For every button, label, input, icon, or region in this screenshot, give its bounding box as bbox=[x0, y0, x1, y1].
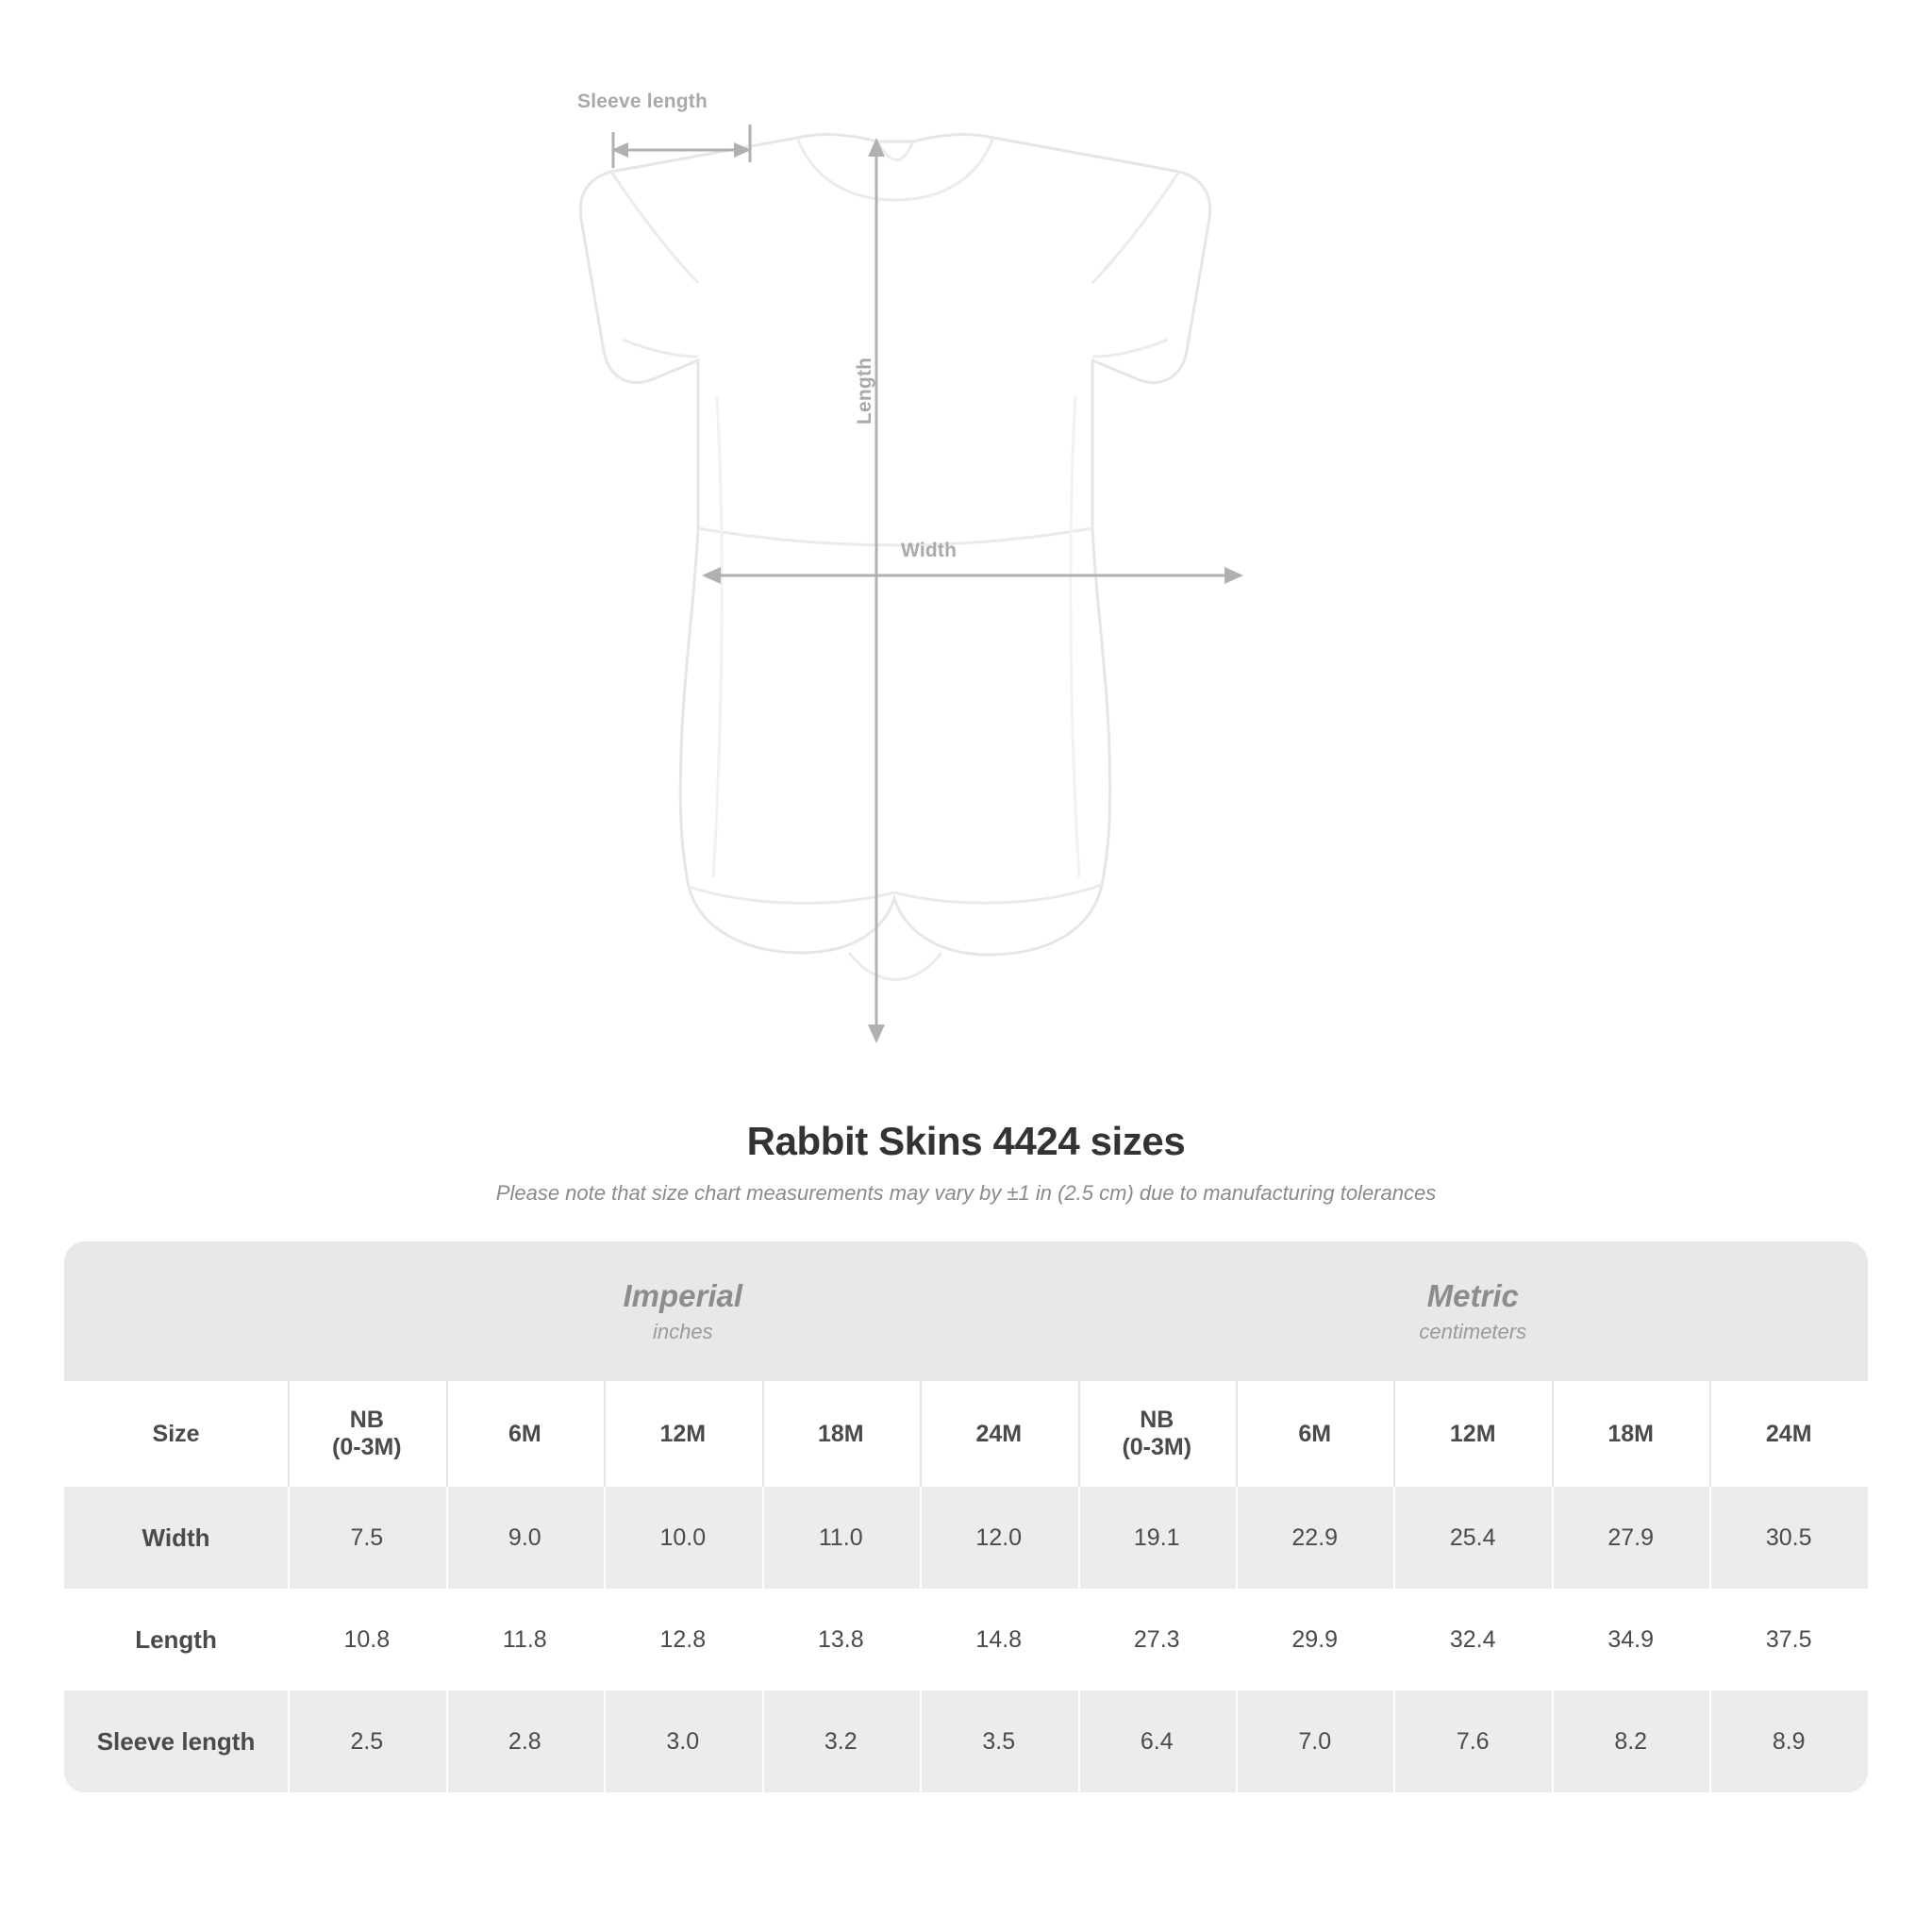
label-length: Length bbox=[854, 357, 875, 425]
header-col-5 bbox=[1078, 1381, 1236, 1487]
header-col-7-main: 12M bbox=[1449, 1420, 1496, 1447]
measurement-note: Please note that size chart measurements may vary by ±1 in (2.5 cm) due to manufacturing tolerances bbox=[495, 1181, 1437, 1205]
size-chart-table bbox=[64, 1241, 1868, 1792]
cell-sleeve-1: 2.8 bbox=[446, 1690, 604, 1792]
cell-length-0: 10.8 bbox=[288, 1589, 445, 1690]
cell-width-7: 25.4 bbox=[1393, 1487, 1551, 1589]
header-col-8-main: 18M bbox=[1607, 1420, 1655, 1447]
cell-sleeve-5: 6.4 bbox=[1078, 1690, 1236, 1792]
cell-sleeve-7: 7.6 bbox=[1393, 1690, 1551, 1792]
header-col-0 bbox=[288, 1381, 445, 1487]
cell-sleeve-6: 7.0 bbox=[1236, 1690, 1393, 1792]
cell-width-8: 27.9 bbox=[1552, 1487, 1709, 1589]
table-row bbox=[64, 1589, 1868, 1690]
header-col-0-sub: (0-3M) bbox=[332, 1434, 402, 1460]
cell-width-1: 9.0 bbox=[446, 1487, 604, 1589]
cell-length-1: 11.8 bbox=[446, 1589, 604, 1690]
header-col-5-sub: (0-3M) bbox=[1122, 1434, 1192, 1460]
header-col-3-main: 18M bbox=[817, 1420, 864, 1447]
header-col-0-main: NB bbox=[349, 1407, 384, 1433]
unit-imperial-title: Imperial bbox=[623, 1278, 743, 1314]
page-title: Rabbit Skins 4424 sizes bbox=[746, 1119, 1186, 1163]
cell-width-5: 19.1 bbox=[1078, 1487, 1236, 1589]
header-col-4 bbox=[920, 1381, 1077, 1487]
header-col-5-main: NB bbox=[1140, 1407, 1174, 1433]
cell-width-2: 10.0 bbox=[604, 1487, 761, 1589]
header-col-8 bbox=[1552, 1381, 1709, 1487]
cell-sleeve-2: 3.0 bbox=[604, 1690, 761, 1792]
cell-length-9: 37.5 bbox=[1709, 1589, 1868, 1690]
header-size: Size bbox=[64, 1381, 288, 1487]
cell-width-4: 12.0 bbox=[920, 1487, 1077, 1589]
cell-length-4: 14.8 bbox=[920, 1589, 1077, 1690]
unit-corner-cell bbox=[64, 1241, 288, 1381]
header-col-3 bbox=[762, 1381, 920, 1487]
cell-width-9: 30.5 bbox=[1709, 1487, 1868, 1589]
cell-length-5: 27.3 bbox=[1078, 1589, 1236, 1690]
label-sleeve-length: Sleeve length bbox=[577, 91, 708, 112]
column-header-row bbox=[64, 1381, 1868, 1487]
cell-length-2: 12.8 bbox=[604, 1589, 761, 1690]
cell-length-6: 29.9 bbox=[1236, 1589, 1393, 1690]
cell-width-0: 7.5 bbox=[288, 1487, 445, 1589]
table-row bbox=[64, 1690, 1868, 1792]
unit-imperial-sub: inches bbox=[652, 1319, 713, 1343]
row-label-length: Length bbox=[64, 1589, 288, 1690]
size-table-wrapper bbox=[64, 1241, 1868, 1792]
cell-width-3: 11.0 bbox=[762, 1487, 920, 1589]
header-col-4-main: 24M bbox=[975, 1420, 1023, 1447]
unit-header-row bbox=[64, 1241, 1868, 1381]
row-label-width: Width bbox=[64, 1487, 288, 1589]
header-col-9 bbox=[1709, 1381, 1868, 1487]
header-col-1-main: 6M bbox=[508, 1420, 541, 1447]
cell-sleeve-4: 3.5 bbox=[920, 1690, 1077, 1792]
header-col-7 bbox=[1393, 1381, 1551, 1487]
label-width: Width bbox=[901, 540, 958, 561]
cell-length-3: 13.8 bbox=[762, 1589, 920, 1690]
title-block bbox=[0, 1119, 1932, 1206]
header-col-6 bbox=[1236, 1381, 1393, 1487]
cell-width-6: 22.9 bbox=[1236, 1487, 1393, 1589]
header-col-2-main: 12M bbox=[659, 1420, 707, 1447]
cell-length-7: 32.4 bbox=[1393, 1589, 1551, 1690]
cell-sleeve-8: 8.2 bbox=[1552, 1690, 1709, 1792]
header-col-6-main: 6M bbox=[1298, 1420, 1332, 1447]
table-row bbox=[64, 1487, 1868, 1589]
unit-group-metric bbox=[1078, 1241, 1869, 1381]
unit-metric-title: Metric bbox=[1426, 1278, 1519, 1314]
header-col-2 bbox=[604, 1381, 761, 1487]
header-col-1 bbox=[446, 1381, 604, 1487]
cell-sleeve-3: 3.2 bbox=[762, 1690, 920, 1792]
row-label-sleeve-length: Sleeve length bbox=[64, 1690, 288, 1792]
cell-length-8: 34.9 bbox=[1552, 1589, 1709, 1690]
cell-sleeve-9: 8.9 bbox=[1709, 1690, 1868, 1792]
unit-group-imperial bbox=[288, 1241, 1077, 1381]
header-col-9-main: 24M bbox=[1765, 1420, 1812, 1447]
unit-metric-sub: centimeters bbox=[1419, 1319, 1527, 1343]
cell-sleeve-0: 2.5 bbox=[288, 1690, 445, 1792]
